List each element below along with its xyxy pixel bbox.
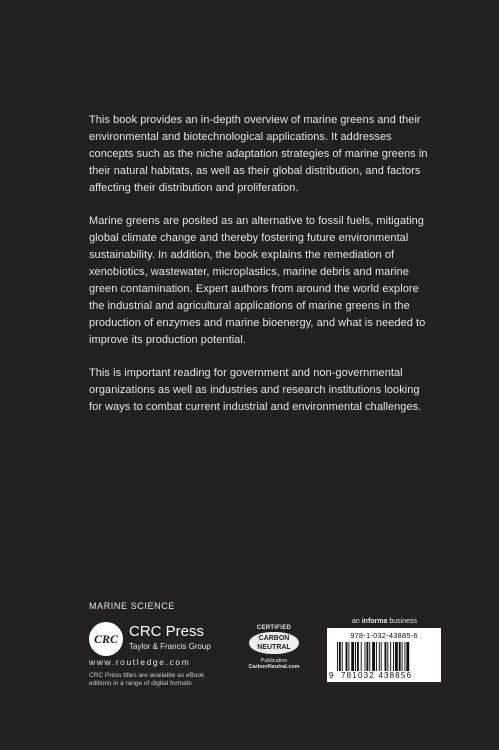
crc-badge-icon bbox=[89, 622, 123, 656]
back-cover-blurb bbox=[89, 112, 429, 432]
carbon-certified-label: CERTIFIED bbox=[256, 625, 292, 631]
informa-brand: informa bbox=[361, 618, 388, 625]
isbn-text: 978-1-032-43885-6 bbox=[350, 631, 418, 640]
crc-press-logo bbox=[89, 622, 229, 658]
carbon-line-2: NEUTRAL bbox=[257, 644, 291, 651]
ebook-note: CRC Press titles are available as eBook editions in a range of digital formats bbox=[89, 672, 205, 687]
barcode-lead-digit: 9 bbox=[329, 671, 335, 680]
informa-prefix: an bbox=[352, 618, 362, 625]
carbon-neutral-url: CarbonNeutral.com bbox=[248, 664, 300, 670]
carbon-line-1: CARBON bbox=[258, 635, 290, 642]
subject-category: MARINE SCIENCE bbox=[89, 601, 175, 611]
carbon-publication-label: Publication bbox=[260, 658, 288, 664]
publisher-website: www.routledge.com bbox=[89, 657, 191, 667]
carbon-neutral-logo bbox=[244, 625, 304, 689]
blurb-paragraph-1: This book provides an in-depth overview of marine greens and their environmental and biotechnological applications. It addresses concepts such as the niche adaptation strategies of marine greens in their natural habitats, as well as their global distribution, and factors affecting their distribution and proliferation. bbox=[89, 114, 428, 194]
blurb-paragraph-3: This is important reading for government and non-governmental organizations as well as industries and research institutions looking for ways to combat current industrial and environmental challenges. bbox=[89, 367, 422, 413]
carbon-neutral-mark-icon bbox=[249, 632, 299, 654]
informa-business-label bbox=[352, 618, 417, 625]
publisher-group: Taylor & Francis Group bbox=[129, 642, 211, 651]
informa-suffix: business bbox=[387, 618, 417, 625]
crc-badge-text: CRC bbox=[93, 632, 118, 646]
blurb-paragraph-2: Marine greens are posited as an alternative to fossil fuels, mitigating global climate change and thereby fostering future environmental sustainability. In addition, the book explains the remediation of xenobiotics, wastewater, microplastics, marine debris and marine green contamination. Expert authors from around the world explore the industrial and agricultural applications of marine greens in the production of enzymes and marine bioenergy, and what is needed to improve its production potential. bbox=[89, 215, 426, 346]
barcode-number: 781032 438856 bbox=[341, 671, 413, 680]
publisher-name: CRC Press bbox=[129, 623, 205, 640]
isbn-barcode bbox=[327, 628, 441, 682]
barcode-bars bbox=[337, 642, 437, 671]
